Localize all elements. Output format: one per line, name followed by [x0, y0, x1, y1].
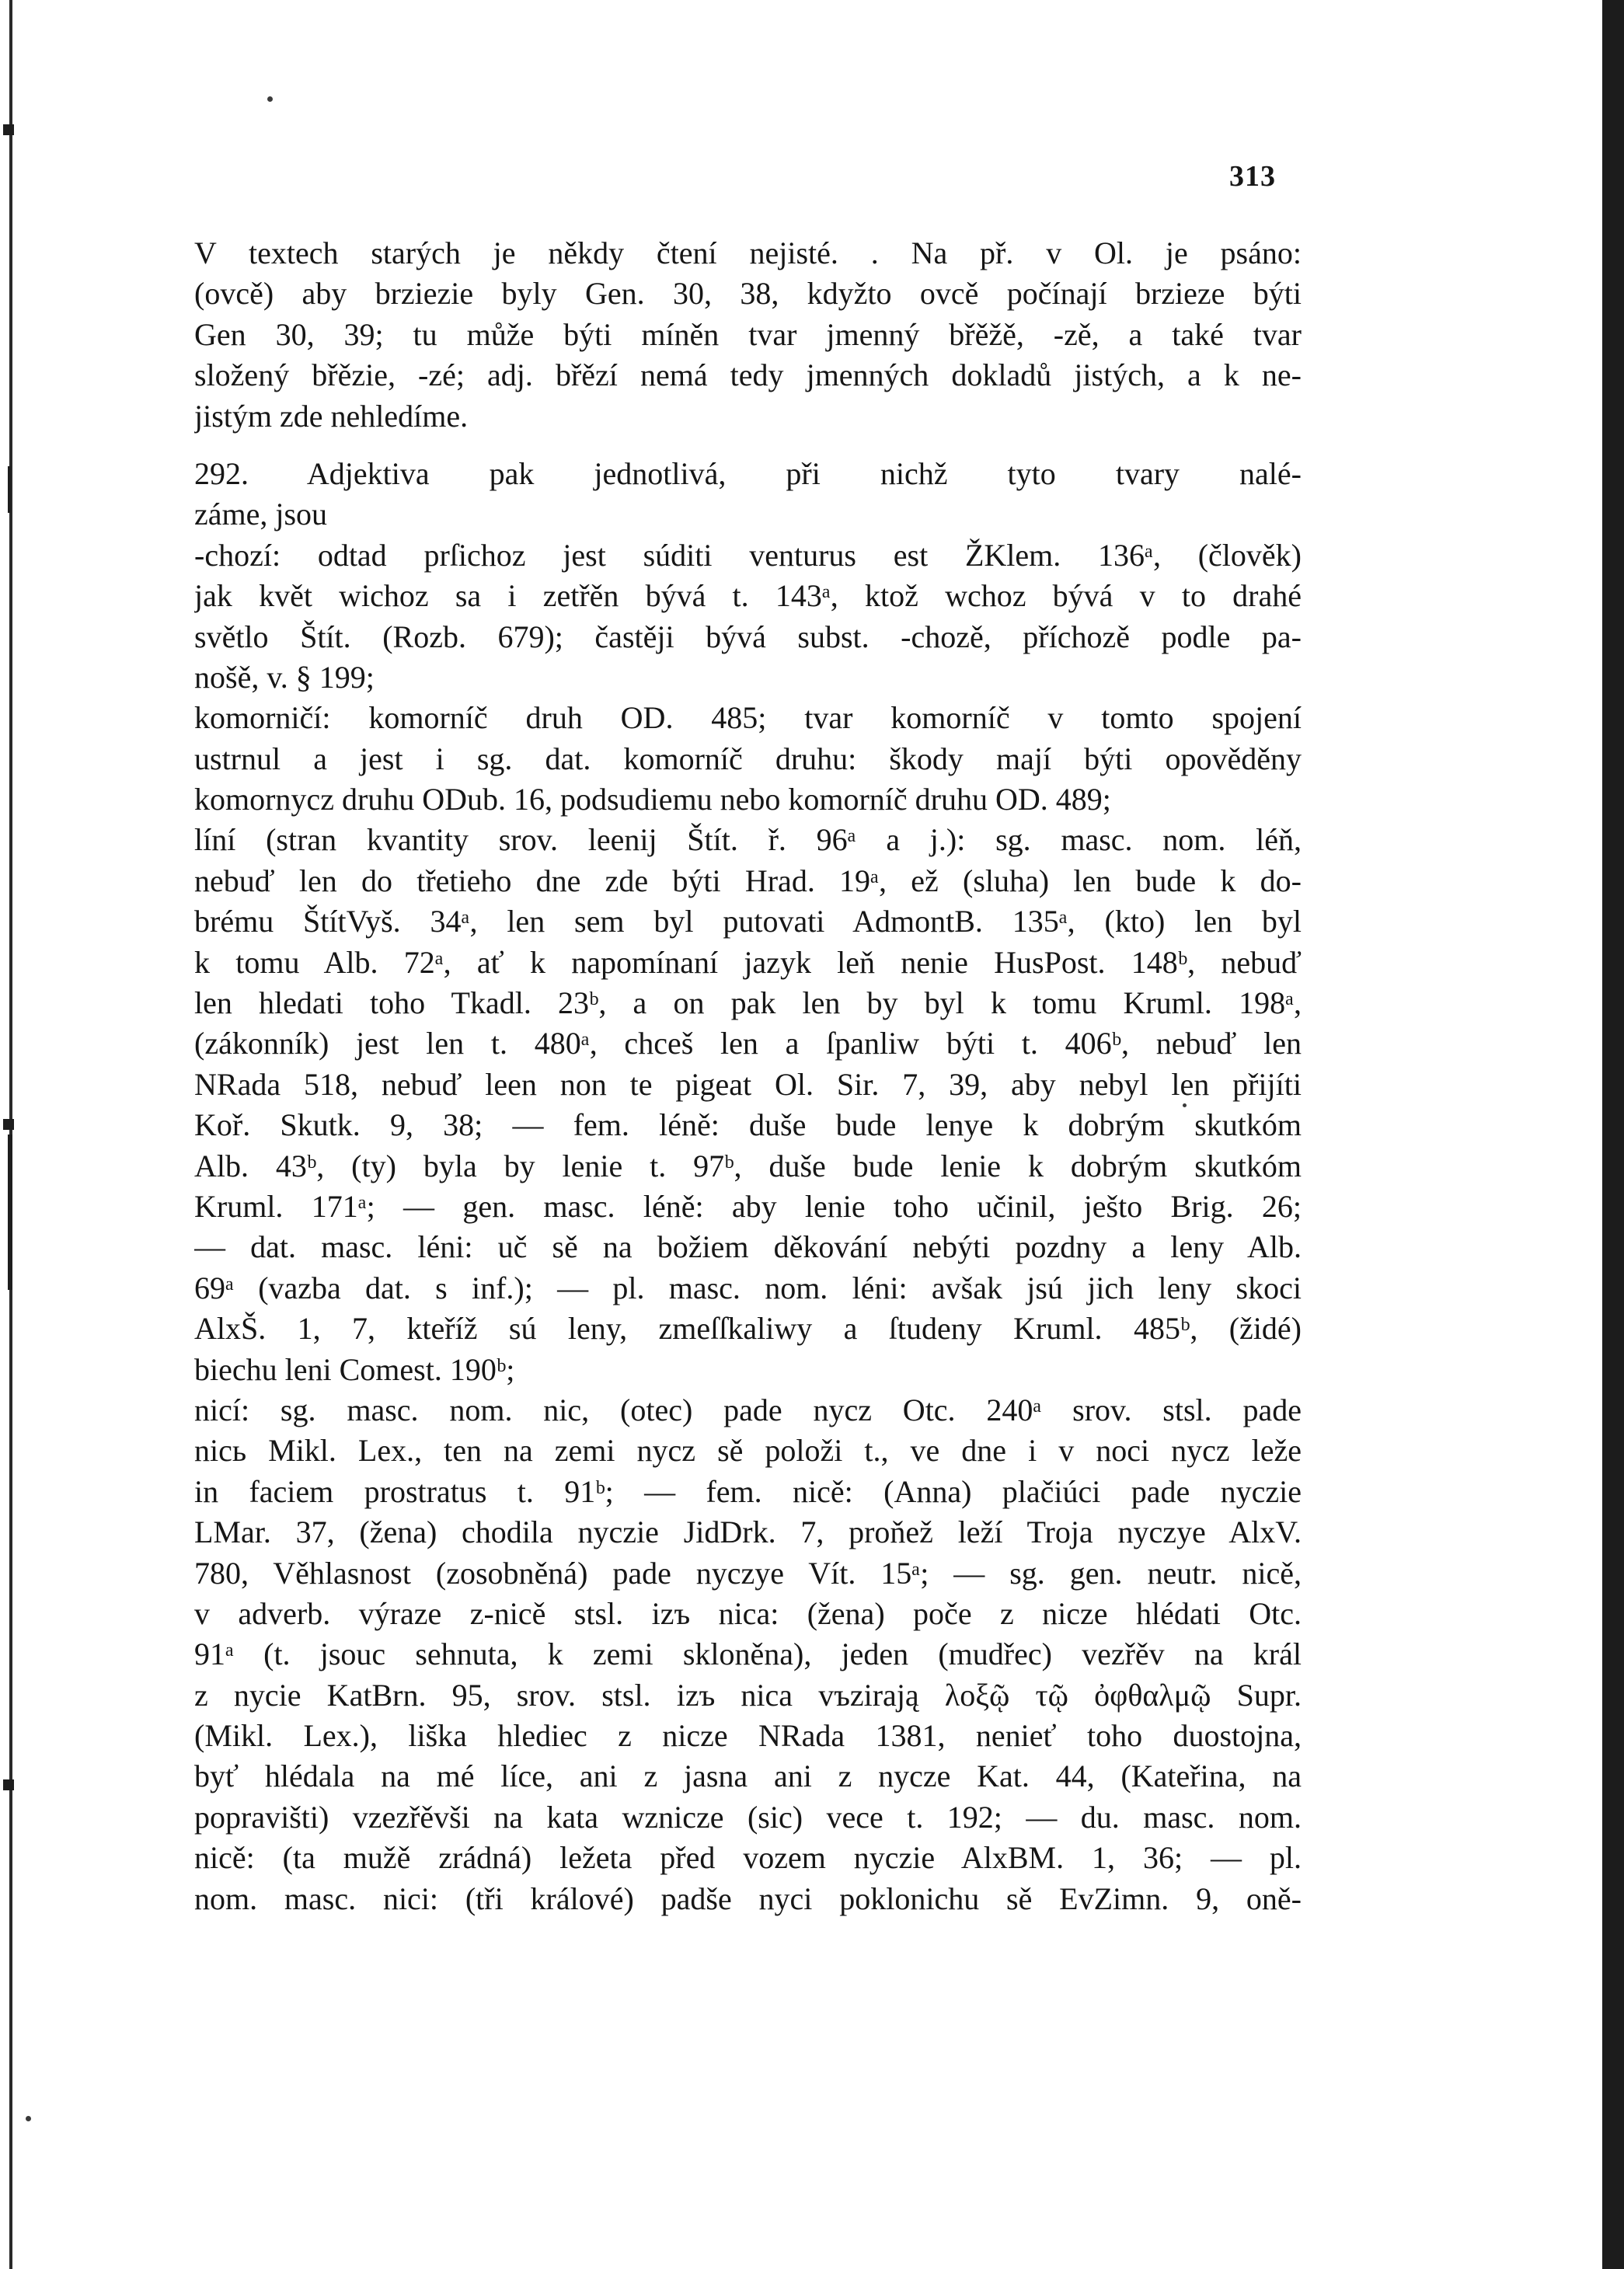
text-line: byť hlédala na mé líce, ani z jasna ani z nycze Kat. 44, (Kateřina, na: [194, 1758, 1302, 1794]
text-line: jistým zde nehledíme.: [194, 398, 469, 434]
text-line: z nycie KatBrn. 95, srov. stsl. izъ nica vъzirają λοξῷ τῷ ὀφθαλμῷ Supr.: [194, 1677, 1302, 1713]
text-line: 292. Adjektiva pak jednotlivá, při nichž tyto tvary nalé-: [194, 455, 1302, 491]
text-line: nicí: sg. masc. nom. nic, (otec) pade nycz Otc. 240ᵃ srov. stsl. pade: [194, 1392, 1302, 1427]
text-line: 69ᵃ (vazba dat. s inf.); — pl. masc. nom. léni: avšak jsú jich leny skoci: [194, 1270, 1302, 1305]
text-line: LMar. 37, (žena) chodila nyczie JidDrk. 7, proňež leží Troja nyczye AlxV.: [194, 1514, 1302, 1550]
text-line: záme, jsou: [194, 497, 328, 532]
text-line: líní (stran kvantity srov. leenij Štít. ř. 96ᵃ a j.): sg. masc. nom. léň,: [194, 822, 1302, 858]
text-line: Kruml. 171ᵃ; — gen. masc. léně: aby lenie toho učinil, ješto Brig. 26;: [194, 1188, 1302, 1224]
text-line: V textech starých je někdy čtení nejisté. . Na př. v Ol. je psáno:: [194, 235, 1302, 270]
text-line: nošě, v. § 199;: [194, 659, 375, 695]
body-text: [194, 233, 1302, 1919]
text-line: ustrnul a jest i sg. dat. komorníč druhu: škody mají býti opověděny: [194, 741, 1302, 776]
text-line: biechu leni Comest. 190ᵇ;: [194, 1351, 515, 1387]
text-line: — dat. masc. léni: uč sě na božiem děkování nebýti pozdny a leny Alb.: [194, 1229, 1302, 1265]
text-line: Gen 30, 39; tu může býti míněn tvar jmenný břěžě, -zě, a také tvar: [194, 316, 1302, 352]
text-line: nebuď len do třetieho dne zde býti Hrad. 19ᵃ, ež (sluha) len bude k do-: [194, 863, 1302, 898]
text-line: světlo Štít. (Rozb. 679); častěji bývá subst. -chozě, příchozě podle pa-: [194, 619, 1302, 654]
text-line: nicь Mikl. Lex., ten na zemi nycz sě položi t., ve dne i v noci nycz leže: [194, 1433, 1302, 1469]
text-line: Alb. 43ᵇ, (ty) byla by lenie t. 97ᵇ, duše bude lenie k dobrým skutkóm: [194, 1148, 1302, 1183]
text-line: komornycz druhu ODub. 16, podsudiemu nebo komorníč druhu OD. 489;: [194, 782, 1111, 817]
page-number: 313: [1229, 160, 1276, 193]
paragraph-gap: [194, 437, 1302, 454]
edge-mark: [3, 124, 14, 135]
text-line: AlxŠ. 1, 7, kteříž sú leny, zmeſſkaliwy a ſtudeny Kruml. 485ᵇ, (židé): [194, 1311, 1302, 1347]
text-line: (zákonník) jest len t. 480ᵃ, chceš len a ſpanliw býti t. 406ᵇ, nebuď len: [194, 1026, 1302, 1061]
text-line: brému ŠtítVyš. 34ᵃ, len sem byl putovati AdmontB. 135ᵃ, (kto) len byl: [194, 904, 1302, 939]
edge-tick: [8, 466, 11, 513]
edge-mark: [3, 1779, 14, 1790]
text-line: Koř. Skutk. 9, 38; — fem. léně: duše bude lenye k dobrým skutkóm: [194, 1107, 1302, 1143]
text-line: jak květ wichoz sa i zetřěn bývá t. 143ᵃ, ktož wchoz bývá v to drahé: [194, 578, 1302, 614]
edge-tick: [8, 1134, 12, 1290]
edge-mark: [3, 1119, 14, 1130]
text-line: 780, Věhlasnost (zosobněná) pade nyczye Vít. 15ᵃ; — sg. gen. neutr. nicě,: [194, 1555, 1302, 1591]
text-line: komorničí: komorníč druh OD. 485; tvar komorníč v tomto spojení: [194, 700, 1302, 736]
text-line: NRada 518, nebuď leen non te pigeat Ol. Sir. 7, 39, aby nebyl len přijíti: [194, 1066, 1302, 1102]
text-line: (Mikl. Lex.), liška hlediec z nicze NRada 1381, nenieť toho duostojna,: [194, 1718, 1302, 1754]
text-line: 91ᵃ (t. jsouc sehnuta, k zemi skloněna), jeden (mudřec) vezřěv na král: [194, 1636, 1302, 1672]
text-line: -chozí: odtad prſichoz jest súditi venturus est ŽKlem. 136ᵃ, (člověk): [194, 537, 1302, 573]
speck: [26, 2116, 31, 2121]
text-line: nicě: (ta mužě zrádná) ležeta před vozem nyczie AlxBM. 1, 36; — pl.: [194, 1840, 1302, 1876]
text-line: len hledati toho Tkadl. 23ᵇ, a on pak len by byl k tomu Kruml. 198ᵃ,: [194, 985, 1302, 1021]
right-scan-edge: [1602, 0, 1624, 2269]
text-line: nom. masc. nici: (tři králové) padše nyci poklonichu sě EvZimn. 9, oně-: [194, 1880, 1302, 1916]
text-line: k tomu Alb. 72ᵃ, ať k napomínaní jazyk leň nenie HusPost. 148ᵇ, nebuď: [194, 944, 1302, 980]
text-line: v adverb. výraze z-nicě stsl. izъ nica: (žena) poče z nicze hlédati Otc.: [194, 1595, 1302, 1631]
text-line: popravišti) vzezřěvši na kata wznicze (sic) vece t. 192; — du. masc. nom.: [194, 1799, 1302, 1835]
text-line: in faciem prostratus t. 91ᵇ; — fem. nicě: (Anna) plačiúci pade nyczie: [194, 1473, 1302, 1509]
text-line: složený břězie, -zé; adj. břězí nemá tedy jmenných dokladů jistých, a k ne-: [194, 357, 1302, 393]
text-line: (ovcě) aby brziezie byly Gen. 30, 38, kdyžto ovcě počínají brzieze býti: [194, 276, 1302, 312]
speck: [267, 96, 273, 102]
